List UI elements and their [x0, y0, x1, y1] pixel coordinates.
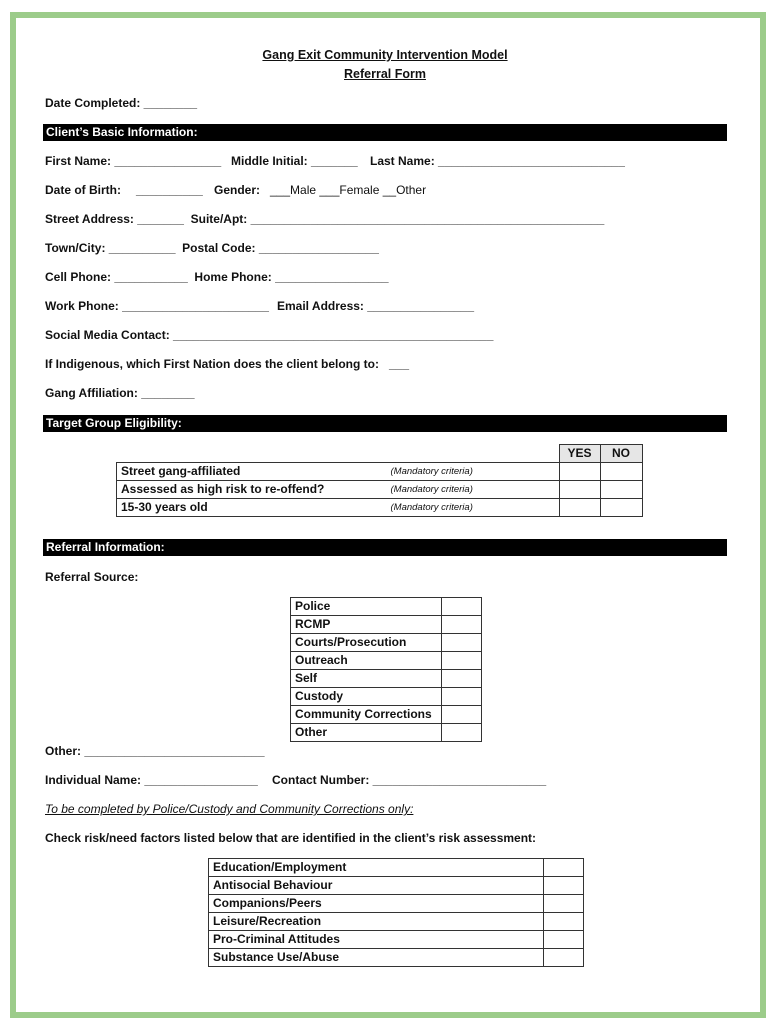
middle-initial-field[interactable]: Middle Initial: _______ [231, 154, 358, 168]
yes-checkbox[interactable] [559, 463, 600, 481]
town-postal-field[interactable]: Town/City: __________ Postal Code: __________________ [45, 241, 379, 255]
contact-number-field[interactable]: Contact Number: __________________________ [272, 773, 547, 787]
list-item [291, 706, 482, 724]
individual-name-field[interactable]: Individual Name: _________________ [45, 773, 258, 787]
table-row [117, 481, 643, 499]
source-label: RCMP [291, 616, 442, 634]
referral-source-table [290, 597, 482, 742]
section-target-group: Target Group Eligibility: [43, 415, 727, 432]
source-checkbox[interactable] [442, 634, 482, 652]
risk-intro-text: Check risk/need factors listed below that are identified in the client’s risk assessment: [45, 831, 537, 845]
risk-checkbox[interactable] [544, 949, 584, 967]
eligibility-label: Street gang-affiliated [117, 463, 387, 481]
list-item [209, 949, 584, 967]
social-media-field[interactable]: Social Media Contact: ________________________________________________ [45, 328, 494, 342]
yes-checkbox[interactable] [559, 499, 600, 517]
source-label: Custody [291, 688, 442, 706]
source-checkbox[interactable] [442, 598, 482, 616]
list-item [291, 724, 482, 742]
source-checkbox[interactable] [442, 670, 482, 688]
no-checkbox[interactable] [600, 481, 642, 499]
risk-factors-table [208, 858, 584, 967]
gender-label: Gender: [214, 183, 261, 197]
form-title: Gang Exit Community Intervention Model [262, 48, 508, 62]
risk-checkbox[interactable] [544, 859, 584, 877]
section-basic-info: Client’s Basic Information: [43, 124, 727, 141]
risk-checkbox[interactable] [544, 931, 584, 949]
source-label: Outreach [291, 652, 442, 670]
yes-checkbox[interactable] [559, 481, 600, 499]
dob-field[interactable]: __________ [136, 183, 203, 197]
list-item [291, 652, 482, 670]
risk-label: Companions/Peers [209, 895, 544, 913]
risk-label: Pro-Criminal Attitudes [209, 931, 544, 949]
source-checkbox[interactable] [442, 706, 482, 724]
list-item [209, 895, 584, 913]
other-field[interactable]: Other: ___________________________ [45, 744, 265, 758]
last-name-field[interactable]: Last Name: ____________________________ [370, 154, 625, 168]
list-item [209, 877, 584, 895]
gender-options[interactable]: ___Male ___Female __Other [270, 183, 427, 197]
source-label: Self [291, 670, 442, 688]
police-only-note: To be completed by Police/Custody and Community Corrections only: [45, 802, 414, 816]
list-item [291, 598, 482, 616]
no-checkbox[interactable] [600, 499, 642, 517]
risk-label: Substance Use/Abuse [209, 949, 544, 967]
risk-checkbox[interactable] [544, 913, 584, 931]
risk-label: Antisocial Behaviour [209, 877, 544, 895]
mandatory-note: (Mandatory criteria) [387, 481, 560, 499]
source-label: Police [291, 598, 442, 616]
eligibility-label: 15-30 years old [117, 499, 387, 517]
street-address-field[interactable]: Street Address: _______ Suite/Apt: _____________________________________________________ [45, 212, 605, 226]
gang-affiliation-field[interactable]: Gang Affiliation: ________ [45, 386, 195, 400]
source-label: Community Corrections [291, 706, 442, 724]
date-completed-field[interactable]: Date Completed: ________ [45, 96, 198, 110]
list-item [291, 616, 482, 634]
risk-label: Leisure/Recreation [209, 913, 544, 931]
no-checkbox[interactable] [600, 463, 642, 481]
list-item [291, 634, 482, 652]
list-item [209, 913, 584, 931]
eligibility-label: Assessed as high risk to re-offend? [117, 481, 387, 499]
indigenous-field[interactable]: If Indigenous, which First Nation does the client belong to: ___ [45, 357, 410, 371]
no-header: NO [600, 445, 642, 463]
source-checkbox[interactable] [442, 688, 482, 706]
yes-header: YES [559, 445, 600, 463]
risk-checkbox[interactable] [544, 877, 584, 895]
list-item [291, 670, 482, 688]
table-row [117, 463, 643, 481]
risk-label: Education/Employment [209, 859, 544, 877]
source-label: Courts/Prosecution [291, 634, 442, 652]
work-phone-field[interactable]: Work Phone: ______________________ [45, 299, 269, 313]
section-referral-info: Referral Information: [43, 539, 727, 556]
phone-fields[interactable]: Cell Phone: ___________ Home Phone: _________________ [45, 270, 389, 284]
referral-source-label: Referral Source: [45, 570, 139, 584]
eligibility-table [116, 444, 643, 517]
list-item [291, 688, 482, 706]
source-label: Other [291, 724, 442, 742]
email-field[interactable]: Email Address: ________________ [277, 299, 475, 313]
form-subtitle: Referral Form [344, 67, 426, 81]
risk-checkbox[interactable] [544, 895, 584, 913]
dob-label: Date of Birth: [45, 183, 121, 197]
list-item [209, 859, 584, 877]
table-row [117, 499, 643, 517]
source-checkbox[interactable] [442, 616, 482, 634]
source-checkbox[interactable] [442, 724, 482, 742]
list-item [209, 931, 584, 949]
source-checkbox[interactable] [442, 652, 482, 670]
first-name-field[interactable]: First Name: ________________ [45, 154, 222, 168]
mandatory-note: (Mandatory criteria) [387, 499, 560, 517]
mandatory-note: (Mandatory criteria) [387, 463, 560, 481]
